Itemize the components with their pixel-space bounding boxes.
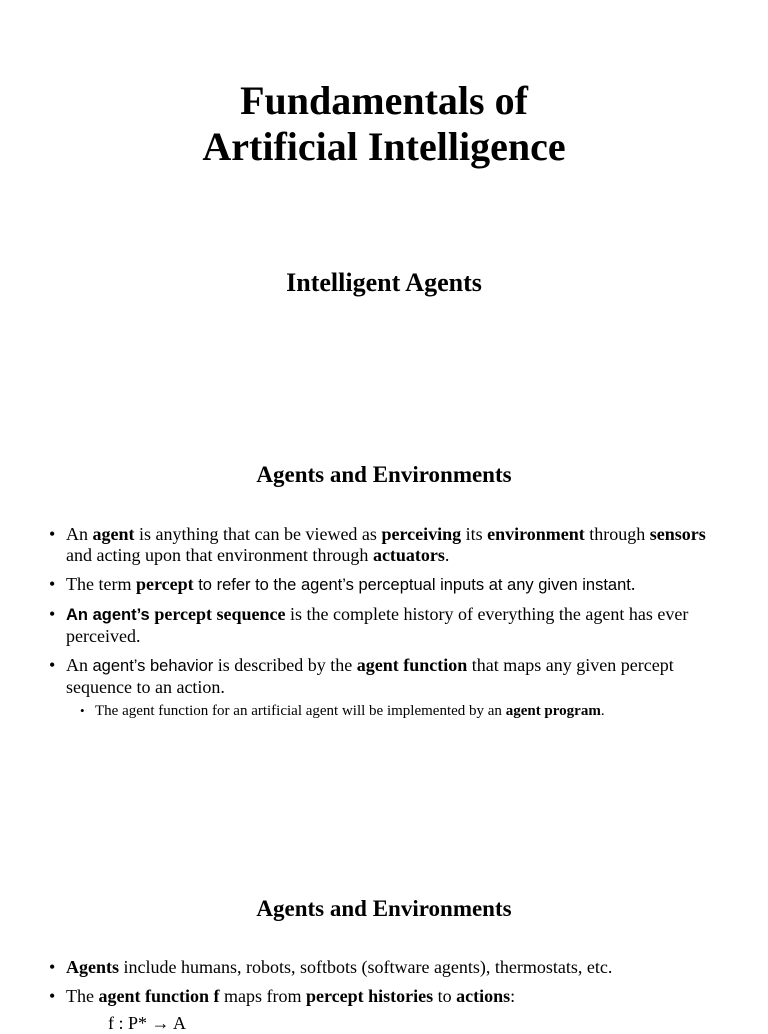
bullet-agents-include: • Agents include humans, robots, softbots (software agents), thermostats, etc. bbox=[0, 957, 768, 978]
slide2-heading: Agents and Environments bbox=[256, 462, 512, 487]
slide3-heading: Agents and Environments bbox=[256, 896, 512, 921]
bullet-agent-function: • An agent’s behavior is described by the agent function that maps any given percept sequence to an action. bbox=[0, 655, 768, 698]
bullet-agent-function-f: • The agent function f maps from percept histories to actions: bbox=[0, 986, 768, 1007]
slide3-bullet-list bbox=[0, 957, 768, 1007]
sub-bullet-agent-program: • The agent function for an artificial agent will be implemented by an agent program. bbox=[0, 702, 768, 720]
bullet-percept: • The term percept to refer to the agent’s perceptual inputs at any given instant. bbox=[0, 574, 768, 596]
slide2-bullet-list bbox=[0, 524, 768, 720]
main-title-line-1: Fundamentals of bbox=[240, 78, 528, 123]
bullet-percept-sequence: • An agent’s percept sequence is the complete history of everything the agent has ever perceived. bbox=[0, 604, 768, 647]
agent-function-formula: f : P* → A bbox=[108, 1013, 187, 1033]
slide3-body bbox=[0, 957, 768, 1015]
bullet-agent-definition: • An agent is anything that can be viewed as perceiving its environment through sensors and acting upon that environment through actuators. bbox=[0, 524, 768, 566]
title-slide bbox=[0, 78, 768, 170]
main-title-line-2: Artificial Intelligence bbox=[202, 124, 566, 169]
subtitle: Intelligent Agents bbox=[286, 268, 482, 297]
slide2-body bbox=[0, 524, 768, 728]
